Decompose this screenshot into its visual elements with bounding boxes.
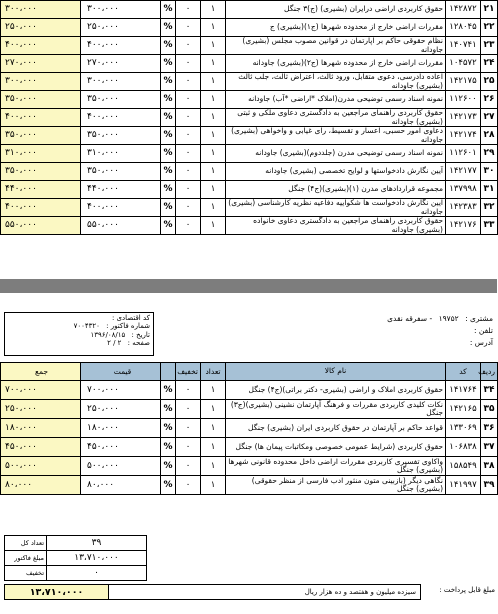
cell-percent: % [161, 163, 176, 181]
invoice-no-line [8, 322, 150, 330]
cell-discount: ۰ [176, 145, 201, 163]
cell-total: ۲۷۰،۰۰۰ [1, 55, 81, 73]
cell-price: ۳۵۰،۰۰۰ [81, 163, 161, 181]
cell-discount: ۰ [176, 163, 201, 181]
cell-qty: ۱ [201, 199, 226, 217]
summary-invoice-total-label: مبلغ فاکتور [5, 551, 47, 566]
cell-qty: ۱ [201, 457, 226, 476]
cell-discount: ۰ [176, 73, 201, 91]
table-row [1, 127, 498, 145]
invoice-no: ۷۰۰۴۳۲۰ [73, 322, 100, 331]
cell-percent: % [161, 199, 176, 217]
col-name-header: نام کالا [226, 363, 446, 381]
econ-code-line [8, 314, 150, 322]
items-table-top-body [1, 1, 498, 235]
cell-percent: % [161, 438, 176, 457]
cell-total: ۴۰۰،۰۰۰ [1, 37, 81, 55]
col-discount-header: تخفیف [176, 363, 201, 381]
payable-label: مبلغ قابل پرداخت : [439, 586, 495, 594]
cell-item-name: مقررات اراضی خارج از محدوده شهرها (ج۲)(بشیری) جاودانه [226, 55, 446, 73]
cell-percent: % [161, 217, 176, 235]
summary-discount: ۰ [47, 566, 147, 581]
cell-row-number: ۳۶ [481, 419, 498, 438]
items-table-bottom [0, 362, 498, 495]
page-line [8, 339, 150, 347]
cell-total: ۴۴۰،۰۰۰ [1, 181, 81, 199]
cell-qty: ۱ [201, 91, 226, 109]
cell-price: ۸۰،۰۰۰ [81, 476, 161, 495]
page-label: صفحه : [127, 339, 150, 348]
cell-code: ۱۱۲۶۰۱ [446, 145, 481, 163]
cell-discount: ۰ [176, 457, 201, 476]
cell-code: ۱۴۲۸۷۲ [446, 1, 481, 19]
cell-price: ۴۰۰،۰۰۰ [81, 109, 161, 127]
payable-total: ۱۳،۷۱۰،۰۰۰ [4, 584, 108, 600]
cell-discount: ۰ [176, 19, 201, 37]
cell-qty: ۱ [201, 163, 226, 181]
col-qty-header: تعداد [201, 363, 226, 381]
cell-total: ۲۵۰،۰۰۰ [1, 19, 81, 37]
cell-total: ۷۰۰،۰۰۰ [1, 381, 81, 400]
cell-total: ۳۵۰،۰۰۰ [1, 91, 81, 109]
cell-percent: % [161, 127, 176, 145]
cell-item-name: آیین نگارش دادخواست ها شکواییه دفاعیه نظریه کارشناسی (بشیری) جاودانه [226, 199, 446, 217]
cell-item-name: نگاهی دیگر (بازبینی متون منثور ادب فارسی از منظر حقوقی) (بشیری) جنگل [226, 476, 446, 495]
cell-row-number: ۳۳ [481, 217, 498, 235]
cell-total: ۳۰۰،۰۰۰ [1, 1, 81, 19]
payable-words: سیزده میلیون و هفتصد و ده هزار ریال [108, 584, 421, 600]
phone-label: تلفن : [474, 326, 493, 335]
cell-total: ۵۰۰،۰۰۰ [1, 457, 81, 476]
cell-qty: ۱ [201, 381, 226, 400]
cell-discount: ۰ [176, 37, 201, 55]
cell-total: ۳۵۰،۰۰۰ [1, 163, 81, 181]
cell-row-number: ۲۱ [481, 1, 498, 19]
cell-total: ۳۵۰،۰۰۰ [1, 127, 81, 145]
table-row [1, 181, 498, 199]
cell-total: ۸۰،۰۰۰ [1, 476, 81, 495]
cell-price: ۲۷۰،۰۰۰ [81, 55, 161, 73]
col-price-header: قیمت [81, 363, 161, 381]
cell-row-number: ۳۲ [481, 199, 498, 217]
cell-discount: ۰ [176, 1, 201, 19]
cell-item-name: قواعد حاکم بر آپارتمان در حقوق کاربردی ایران (بشیری) جنگل [226, 419, 446, 438]
table-row [1, 400, 498, 419]
cell-percent: % [161, 73, 176, 91]
cell-code: ۱۴۲۱۷۵ [446, 73, 481, 91]
cell-code: ۱۴۰۷۴۱ [446, 37, 481, 55]
cell-qty: ۱ [201, 476, 226, 495]
cell-qty: ۱ [201, 438, 226, 457]
cell-item-name: حقوق کاربردی اراضی درایران (بشیری) (ج)۳ جنگل [226, 1, 446, 19]
cell-price: ۳۱۰،۰۰۰ [81, 145, 161, 163]
cell-total: ۲۵۰،۰۰۰ [1, 400, 81, 419]
address-label: آدرس : [469, 338, 493, 347]
summary-invoice-total: ۱۳،۷۱۰،۰۰۰ [47, 551, 147, 566]
cell-row-number: ۳۷ [481, 438, 498, 457]
customer-line [285, 313, 493, 325]
cell-code: ۱۴۲۱۷۴ [446, 127, 481, 145]
cell-percent: % [161, 457, 176, 476]
cell-row-number: ۳۴ [481, 381, 498, 400]
cell-discount: ۰ [176, 91, 201, 109]
cell-price: ۱۸۰،۰۰۰ [81, 419, 161, 438]
table-row [1, 381, 498, 400]
cell-row-number: ۲۵ [481, 73, 498, 91]
cell-discount: ۰ [176, 381, 201, 400]
cell-percent: % [161, 476, 176, 495]
cell-percent: % [161, 145, 176, 163]
cell-qty: ۱ [201, 127, 226, 145]
cell-item-name: مجموعه قراردادهای مدرن (۱)(بشیری)(ج۴) جنگل [226, 181, 446, 199]
cell-row-number: ۳۱ [481, 181, 498, 199]
cell-price: ۴۵۰،۰۰۰ [81, 438, 161, 457]
cell-discount: ۰ [176, 217, 201, 235]
customer-code: ۱۹۷۵۲ [438, 314, 459, 323]
phone-line [285, 325, 493, 337]
cell-percent: % [161, 109, 176, 127]
cell-qty: ۱ [201, 37, 226, 55]
cell-code: ۱۴۲۱۷۶ [446, 217, 481, 235]
cell-row-number: ۲۲ [481, 19, 498, 37]
cell-qty: ۱ [201, 217, 226, 235]
cell-price: ۴۰۰،۰۰۰ [81, 199, 161, 217]
customer-name: - سفرقه نقدی [387, 314, 433, 323]
cell-code: ۱۴۱۹۹۷ [446, 476, 481, 495]
summary-discount-label: تخفیف [5, 566, 47, 581]
address-line [285, 337, 493, 349]
cell-qty: ۱ [201, 73, 226, 91]
date-line [8, 331, 150, 339]
cell-percent: % [161, 181, 176, 199]
cell-discount: ۰ [176, 109, 201, 127]
cell-percent: % [161, 55, 176, 73]
cell-discount: ۰ [176, 400, 201, 419]
cell-discount: ۰ [176, 199, 201, 217]
econ-code-label: کد اقتصادی : [111, 314, 150, 322]
summary-discount-row [5, 566, 147, 581]
cell-percent: % [161, 400, 176, 419]
cell-price: ۷۰۰،۰۰۰ [81, 381, 161, 400]
table-row [1, 145, 498, 163]
table-row [1, 91, 498, 109]
cell-code: ۱۵۸۵۴۹ [446, 457, 481, 476]
cell-row-number: ۳۹ [481, 476, 498, 495]
summary-total-row [5, 551, 147, 566]
cell-percent: % [161, 1, 176, 19]
items-table-top [0, 0, 498, 235]
cell-price: ۳۰۰،۰۰۰ [81, 1, 161, 19]
cell-code: ۱۱۲۶۰۰ [446, 91, 481, 109]
cell-qty: ۱ [201, 19, 226, 37]
customer-label: مشتری : [465, 314, 493, 323]
cell-row-number: ۲۸ [481, 127, 498, 145]
cell-qty: ۱ [201, 181, 226, 199]
customer-info [282, 312, 496, 356]
cell-code: ۱۰۶۸۳۸ [446, 438, 481, 457]
page-number: ۲ / ۲ [107, 339, 122, 348]
cell-item-name: حقوق کاربردی راهنمای مراجعین به دادگستری دعاوی ملکی و ثبتی (بشیری) جاودانه [226, 109, 446, 127]
cell-row-number: ۲۶ [481, 91, 498, 109]
table-row [1, 19, 498, 37]
cell-discount: ۰ [176, 419, 201, 438]
cell-item-name: حقوق کاربردی (شرایط عمومی خصوصی ومکاتبات پیمان ها) جنگل [226, 438, 446, 457]
table-row [1, 419, 498, 438]
table-row [1, 109, 498, 127]
cell-row-number: ۳۰ [481, 163, 498, 181]
table-row [1, 438, 498, 457]
invoice-info [4, 312, 154, 356]
cell-item-name: نظام حقوقی حاکم بر آپارتمان در قوانین مصوب مجلس (بشیری) جاودانه [226, 37, 446, 55]
cell-item-name: حقوق کاربردی املاک و اراضی (بشیری- دکتر براتی)(ج۴) جنگل [226, 381, 446, 400]
cell-discount: ۰ [176, 438, 201, 457]
cell-total: ۱۸۰،۰۰۰ [1, 419, 81, 438]
cell-row-number: ۲۹ [481, 145, 498, 163]
col-code-header: کد [446, 363, 481, 381]
cell-code: ۱۴۱۷۶۴ [446, 381, 481, 400]
table-row [1, 163, 498, 181]
page-divider [0, 279, 497, 293]
cell-item-name: مقررات اراضی خارج از محدوده شهرها (ج۱)(بشیری) ج [226, 19, 446, 37]
cell-qty: ۱ [201, 400, 226, 419]
col-total-header: جمع [1, 363, 81, 381]
cell-total: ۳۰۰،۰۰۰ [1, 73, 81, 91]
cell-percent: % [161, 91, 176, 109]
cell-price: ۲۵۰،۰۰۰ [81, 19, 161, 37]
cell-qty: ۱ [201, 145, 226, 163]
cell-item-name: دعاوی امور حسبی، اعسار و تقسیط، رای غیابی و واخواهی (بشیری) جاودانه [226, 127, 446, 145]
cell-percent: % [161, 419, 176, 438]
cell-price: ۵۵۰،۰۰۰ [81, 217, 161, 235]
cell-total: ۴۵۰،۰۰۰ [1, 438, 81, 457]
cell-code: ۱۴۲۱۶۵ [446, 400, 481, 419]
cell-price: ۴۴۰،۰۰۰ [81, 181, 161, 199]
cell-item-name: نکات کلیدی کاربردی مقررات و فرهنگ آپارتمان نشینی (بشیری)(ج۳) جنگل [226, 400, 446, 419]
table-row [1, 217, 498, 235]
invoice-no-label: شماره فاکتور : [106, 322, 150, 331]
cell-price: ۴۰۰،۰۰۰ [81, 37, 161, 55]
cell-code: ۱۴۲۳۸۳ [446, 199, 481, 217]
summary-count-label: تعداد کل [5, 536, 47, 551]
cell-qty: ۱ [201, 1, 226, 19]
cell-total: ۵۵۰،۰۰۰ [1, 217, 81, 235]
cell-percent: % [161, 19, 176, 37]
cell-qty: ۱ [201, 109, 226, 127]
cell-row-number: ۲۷ [481, 109, 498, 127]
invoice-date: ۱۳۹۶/۰۸/۱۵ [90, 330, 126, 339]
cell-row-number: ۳۵ [481, 400, 498, 419]
table-row [1, 37, 498, 55]
col-row-header: ردیف [481, 363, 498, 381]
cell-total: ۴۰۰،۰۰۰ [1, 109, 81, 127]
table-row [1, 199, 498, 217]
cell-discount: ۰ [176, 181, 201, 199]
table-header-row [1, 363, 498, 381]
cell-percent: % [161, 37, 176, 55]
cell-code: ۱۴۲۱۷۷ [446, 163, 481, 181]
cell-price: ۳۰۰،۰۰۰ [81, 73, 161, 91]
cell-item-name: اعاده دادرسی، دعوی متقابل، ورود ثالث، اعتراض ثالث، جلب ثالث (بشیری) جاودانه [226, 73, 446, 91]
cell-total: ۳۱۰،۰۰۰ [1, 145, 81, 163]
cell-discount: ۰ [176, 476, 201, 495]
cell-item-name: نمونه اسناد رسمی توضیحی مدرن (جلددوم)(بشیری) جاودانه [226, 145, 446, 163]
cell-item-name: واکاوی تفسیری کاربردی مقررات اراضی داخل محدوده قانونی شهرها (بشیری) جنگل [226, 457, 446, 476]
col-pct-header [161, 363, 176, 381]
summary-count-row [5, 536, 147, 551]
cell-item-name: حقوق کاربردی راهنمای مراجعین به دادگستری دعاوی خانواده (بشیری) جاودانه [226, 217, 446, 235]
table-row [1, 55, 498, 73]
cell-item-name: آیین نگارش دادخواستها و لوایح تخصصی (بشیری) جاودانه [226, 163, 446, 181]
cell-percent: % [161, 381, 176, 400]
cell-row-number: ۳۸ [481, 457, 498, 476]
cell-price: ۵۰۰،۰۰۰ [81, 457, 161, 476]
cell-item-name: نمونه اسناد رسمی توضیحی مدرن(املاک *اراضی *آب) جاودانه [226, 91, 446, 109]
table-row [1, 1, 498, 19]
cell-qty: ۱ [201, 419, 226, 438]
cell-price: ۲۵۰،۰۰۰ [81, 400, 161, 419]
cell-code: ۱۳۷۹۹۸ [446, 181, 481, 199]
cell-row-number: ۲۳ [481, 37, 498, 55]
date-label: تاریخ : [131, 330, 150, 339]
summary-count: ۳۹ [47, 536, 147, 551]
table-row [1, 73, 498, 91]
cell-price: ۳۵۰،۰۰۰ [81, 91, 161, 109]
cell-discount: ۰ [176, 127, 201, 145]
cell-discount: ۰ [176, 55, 201, 73]
table-row [1, 457, 498, 476]
cell-code: ۱۰۴۵۷۲ [446, 55, 481, 73]
cell-qty: ۱ [201, 55, 226, 73]
summary-table [4, 535, 147, 581]
cell-code: ۱۳۳۰۶۹ [446, 419, 481, 438]
cell-row-number: ۲۴ [481, 55, 498, 73]
cell-code: ۱۴۲۱۷۳ [446, 109, 481, 127]
cell-total: ۴۰۰،۰۰۰ [1, 199, 81, 217]
cell-code: ۱۲۸۰۴۵ [446, 19, 481, 37]
items-table-bottom-body [1, 381, 498, 495]
cell-price: ۳۵۰،۰۰۰ [81, 127, 161, 145]
table-row [1, 476, 498, 495]
